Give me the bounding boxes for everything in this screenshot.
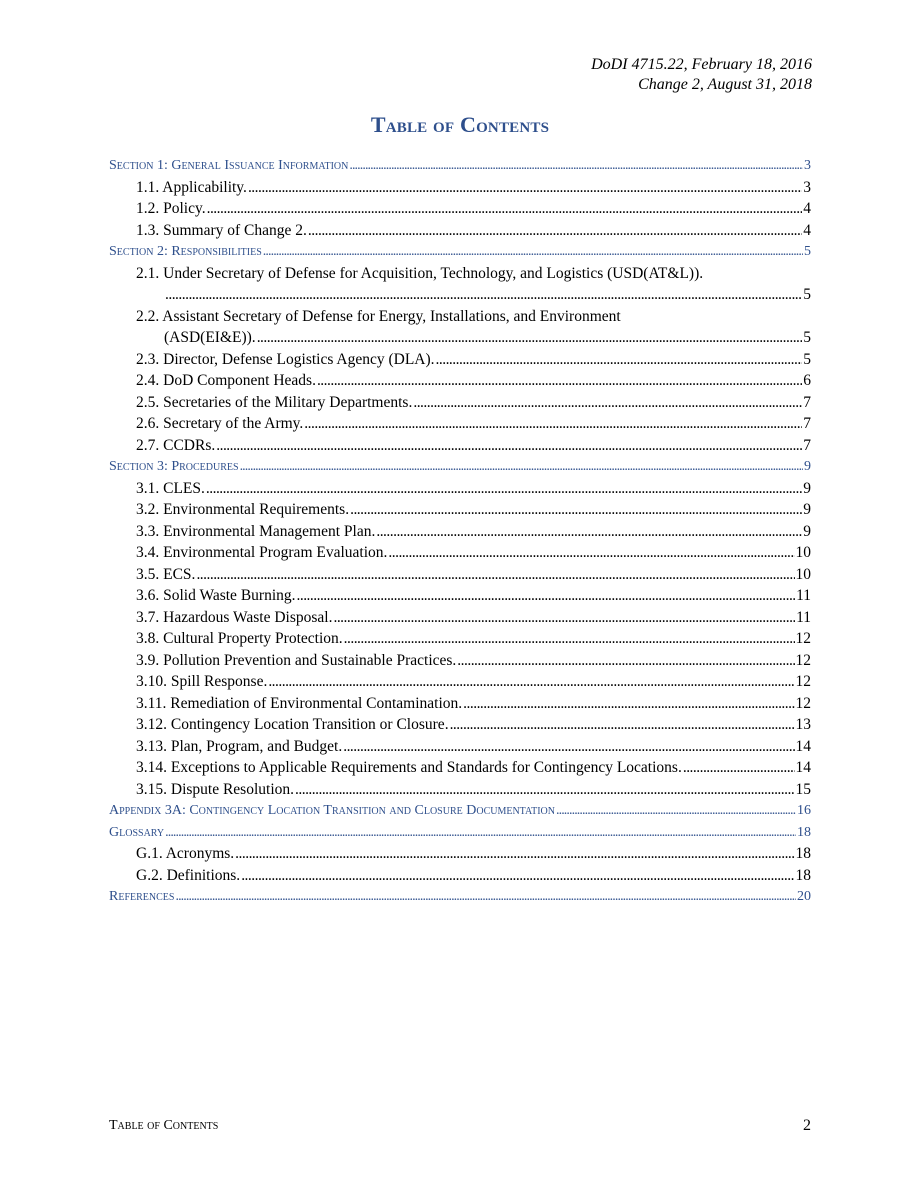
toc-entry-text: 1.1. Applicability. <box>136 178 247 196</box>
toc-entry-link[interactable] <box>109 650 811 672</box>
toc-entry-text: 2.4. DoD Component Heads. <box>136 372 316 389</box>
toc-page-number: 15 <box>795 780 811 798</box>
toc-entry-text: 3.12. Contingency Location Transition or Closure. <box>136 716 449 733</box>
dot-leader <box>683 757 795 779</box>
toc-entry-link[interactable] <box>109 306 811 349</box>
dot-leader <box>388 542 794 564</box>
dot-leader <box>235 843 794 865</box>
toc-entry-link[interactable] <box>109 736 811 758</box>
dot-leader <box>175 886 796 908</box>
dot-leader <box>376 521 802 543</box>
page-title: Table of Contents <box>370 112 550 137</box>
toc-entry-text: 3.3. Environmental Management Plan. <box>136 522 376 540</box>
footer-page-number: 2 <box>803 1117 811 1134</box>
toc-entry-text: 3.8. Cultural Property Protection. <box>136 630 343 647</box>
dot-leader <box>317 370 802 392</box>
dot-leader <box>196 564 794 586</box>
toc-entry-text: 3.5. ECS. <box>136 565 196 583</box>
toc-entry-link[interactable] <box>109 263 811 306</box>
toc-section-link[interactable] <box>109 822 811 844</box>
toc-entry-link[interactable] <box>109 499 811 521</box>
toc-section-link[interactable] <box>109 886 811 908</box>
toc-page-number: 5 <box>803 350 811 368</box>
dot-leader <box>241 865 794 887</box>
toc-page-number: 11 <box>796 608 811 626</box>
dot-leader <box>240 456 803 478</box>
toc-entry-text: G.2. Definitions. <box>136 866 241 884</box>
toc-page-number: 12 <box>795 630 811 647</box>
toc-entry-text: References <box>109 889 175 904</box>
toc-entry-link[interactable] <box>109 349 811 371</box>
toc-entry-text: Section 3: Procedures <box>109 459 239 474</box>
toc-entry-text: Section 1: General Issuance Information <box>109 158 349 173</box>
toc-entry-link[interactable] <box>109 370 811 392</box>
dot-leader <box>216 435 802 457</box>
dot-leader <box>165 822 796 844</box>
toc-page-number: 9 <box>803 501 811 518</box>
toc-page-number: 18 <box>795 866 811 884</box>
toc-entry-text: 1.2. Policy. <box>136 200 206 217</box>
dot-leader <box>413 392 802 414</box>
document-header <box>591 55 812 95</box>
toc-entry-text-continued: (ASD(EI&E)). <box>164 329 256 346</box>
toc-entry-link[interactable] <box>109 757 811 779</box>
toc-entry-text: 2.2. Assistant Secretary of Defense for Energy, Installations, and Environment <box>136 307 621 325</box>
toc-entry-link[interactable] <box>109 585 811 607</box>
dot-leader <box>344 628 795 650</box>
toc-page-number: 9 <box>804 459 811 474</box>
dot-leader <box>206 478 802 500</box>
toc-entry-text: 3.11. Remediation of Environmental Contamination. <box>136 694 463 712</box>
toc-page-number: 9 <box>803 522 811 540</box>
toc-entry-link[interactable] <box>109 177 811 199</box>
toc-entry-text: 2.3. Director, Defense Logistics Agency (DLA). <box>136 350 435 368</box>
toc-entry-text: Glossary <box>109 824 165 840</box>
dot-leader <box>350 499 802 521</box>
toc-page-number: 5 <box>803 329 811 346</box>
document-id-date: DoDI 4715.22, February 18, 2016 <box>591 56 812 73</box>
toc-entry-text: 2.6. Secretary of the Army. <box>136 415 304 432</box>
toc-entry-text: 3.6. Solid Waste Burning. <box>136 587 296 604</box>
toc-entry-link[interactable] <box>109 607 811 629</box>
toc-page-number: 12 <box>795 694 811 712</box>
dot-leader <box>463 693 794 715</box>
toc-entry-link[interactable] <box>109 779 811 801</box>
dot-leader <box>436 349 803 371</box>
toc-section-link[interactable] <box>109 800 811 822</box>
toc-page-number: 3 <box>804 158 811 173</box>
table-of-contents <box>109 155 811 908</box>
toc-page-number: 18 <box>795 845 811 862</box>
toc-page-number: 7 <box>803 436 811 454</box>
toc-section-link[interactable] <box>109 241 811 263</box>
toc-page-number: 6 <box>803 372 811 389</box>
dot-leader <box>257 327 803 349</box>
dot-leader <box>343 736 794 758</box>
toc-page-number: 14 <box>795 737 811 755</box>
toc-entry-link[interactable] <box>109 521 811 543</box>
dot-leader <box>349 155 803 177</box>
toc-entry-link[interactable] <box>109 693 811 715</box>
dot-leader <box>297 585 796 607</box>
toc-entry-text: 3.4. Environmental Program Evaluation. <box>136 544 388 561</box>
toc-entry-text: Section 2: Responsibilities <box>109 244 262 259</box>
toc-page-number: 10 <box>795 544 811 561</box>
toc-page-number: 18 <box>797 824 811 840</box>
dot-leader <box>268 671 794 693</box>
toc-page-number: 9 <box>803 479 811 497</box>
toc-entry-text: 3.14. Exceptions to Applicable Requirements and Standards for Contingency Locations. <box>136 759 682 776</box>
toc-entry-text: G.1. Acronyms. <box>136 845 235 862</box>
toc-entry-link[interactable] <box>109 564 811 586</box>
toc-entry-link[interactable] <box>109 392 811 414</box>
toc-entry-link[interactable] <box>109 714 811 736</box>
toc-entry-link[interactable] <box>109 478 811 500</box>
toc-entry-text: 3.10. Spill Response. <box>136 673 268 690</box>
toc-page-number: 7 <box>803 415 811 432</box>
dot-leader <box>556 800 796 822</box>
toc-section-link[interactable] <box>109 456 811 478</box>
toc-entry-link[interactable] <box>109 542 811 564</box>
toc-entry-text: 2.1. Under Secretary of Defense for Acquisition, Technology, and Logistics (USD(AT&L)). <box>136 264 704 282</box>
toc-entry-link[interactable] <box>109 198 811 220</box>
dot-leader <box>450 714 795 736</box>
toc-entry-text: 3.15. Dispute Resolution. <box>136 780 295 798</box>
toc-entry-link[interactable] <box>109 435 811 457</box>
dot-leader <box>457 650 794 672</box>
toc-entry-text: 3.1. CLES. <box>136 479 205 497</box>
toc-page-number: 11 <box>796 587 811 604</box>
dot-leader <box>333 607 795 629</box>
toc-entry-link[interactable] <box>109 843 811 865</box>
toc-entry-text: 2.7. CCDRs. <box>136 436 216 454</box>
toc-entry-link[interactable] <box>109 413 811 435</box>
dot-leader <box>207 198 803 220</box>
toc-entry-text: 3.9. Pollution Prevention and Sustainable Practices. <box>136 651 457 669</box>
toc-entry-text: 1.3. Summary of Change 2. <box>136 221 307 239</box>
change-date: Change 2, August 31, 2018 <box>638 76 812 93</box>
toc-entry-link[interactable] <box>109 220 811 242</box>
toc-page-number: 4 <box>803 221 811 239</box>
toc-page-number: 4 <box>803 200 811 217</box>
toc-page-number: 5 <box>803 286 811 303</box>
toc-page-number: 20 <box>797 889 811 904</box>
dot-leader <box>263 241 803 263</box>
dot-leader <box>165 284 802 306</box>
toc-page-number: 16 <box>797 803 811 818</box>
toc-entry-text: 3.7. Hazardous Waste Disposal. <box>136 608 333 626</box>
toc-page-number: 5 <box>804 244 811 259</box>
dot-leader <box>304 413 802 435</box>
footer-section-label: Table of Contents <box>109 1118 219 1133</box>
dot-leader <box>295 779 794 801</box>
toc-section-link[interactable] <box>109 155 811 177</box>
toc-entry-text: 2.5. Secretaries of the Military Departments. <box>136 393 413 411</box>
toc-entry-link[interactable] <box>109 865 811 887</box>
toc-page-number: 7 <box>803 393 811 411</box>
dot-leader <box>248 177 802 199</box>
toc-entry-text: 3.13. Plan, Program, and Budget. <box>136 737 343 755</box>
dot-leader <box>308 220 802 242</box>
toc-entry-text: 3.2. Environmental Requirements. <box>136 501 350 518</box>
toc-page-number: 10 <box>795 565 811 583</box>
toc-page-number: 14 <box>795 759 811 776</box>
toc-entry-link[interactable] <box>109 628 811 650</box>
toc-entry-text: Appendix 3A: Contingency Location Transition and Closure Documentation <box>109 803 555 818</box>
toc-page-number: 3 <box>803 178 811 196</box>
toc-page-number: 12 <box>795 673 811 690</box>
toc-page-number: 12 <box>795 651 811 669</box>
toc-page-number: 13 <box>795 716 811 733</box>
toc-entry-link[interactable] <box>109 671 811 693</box>
